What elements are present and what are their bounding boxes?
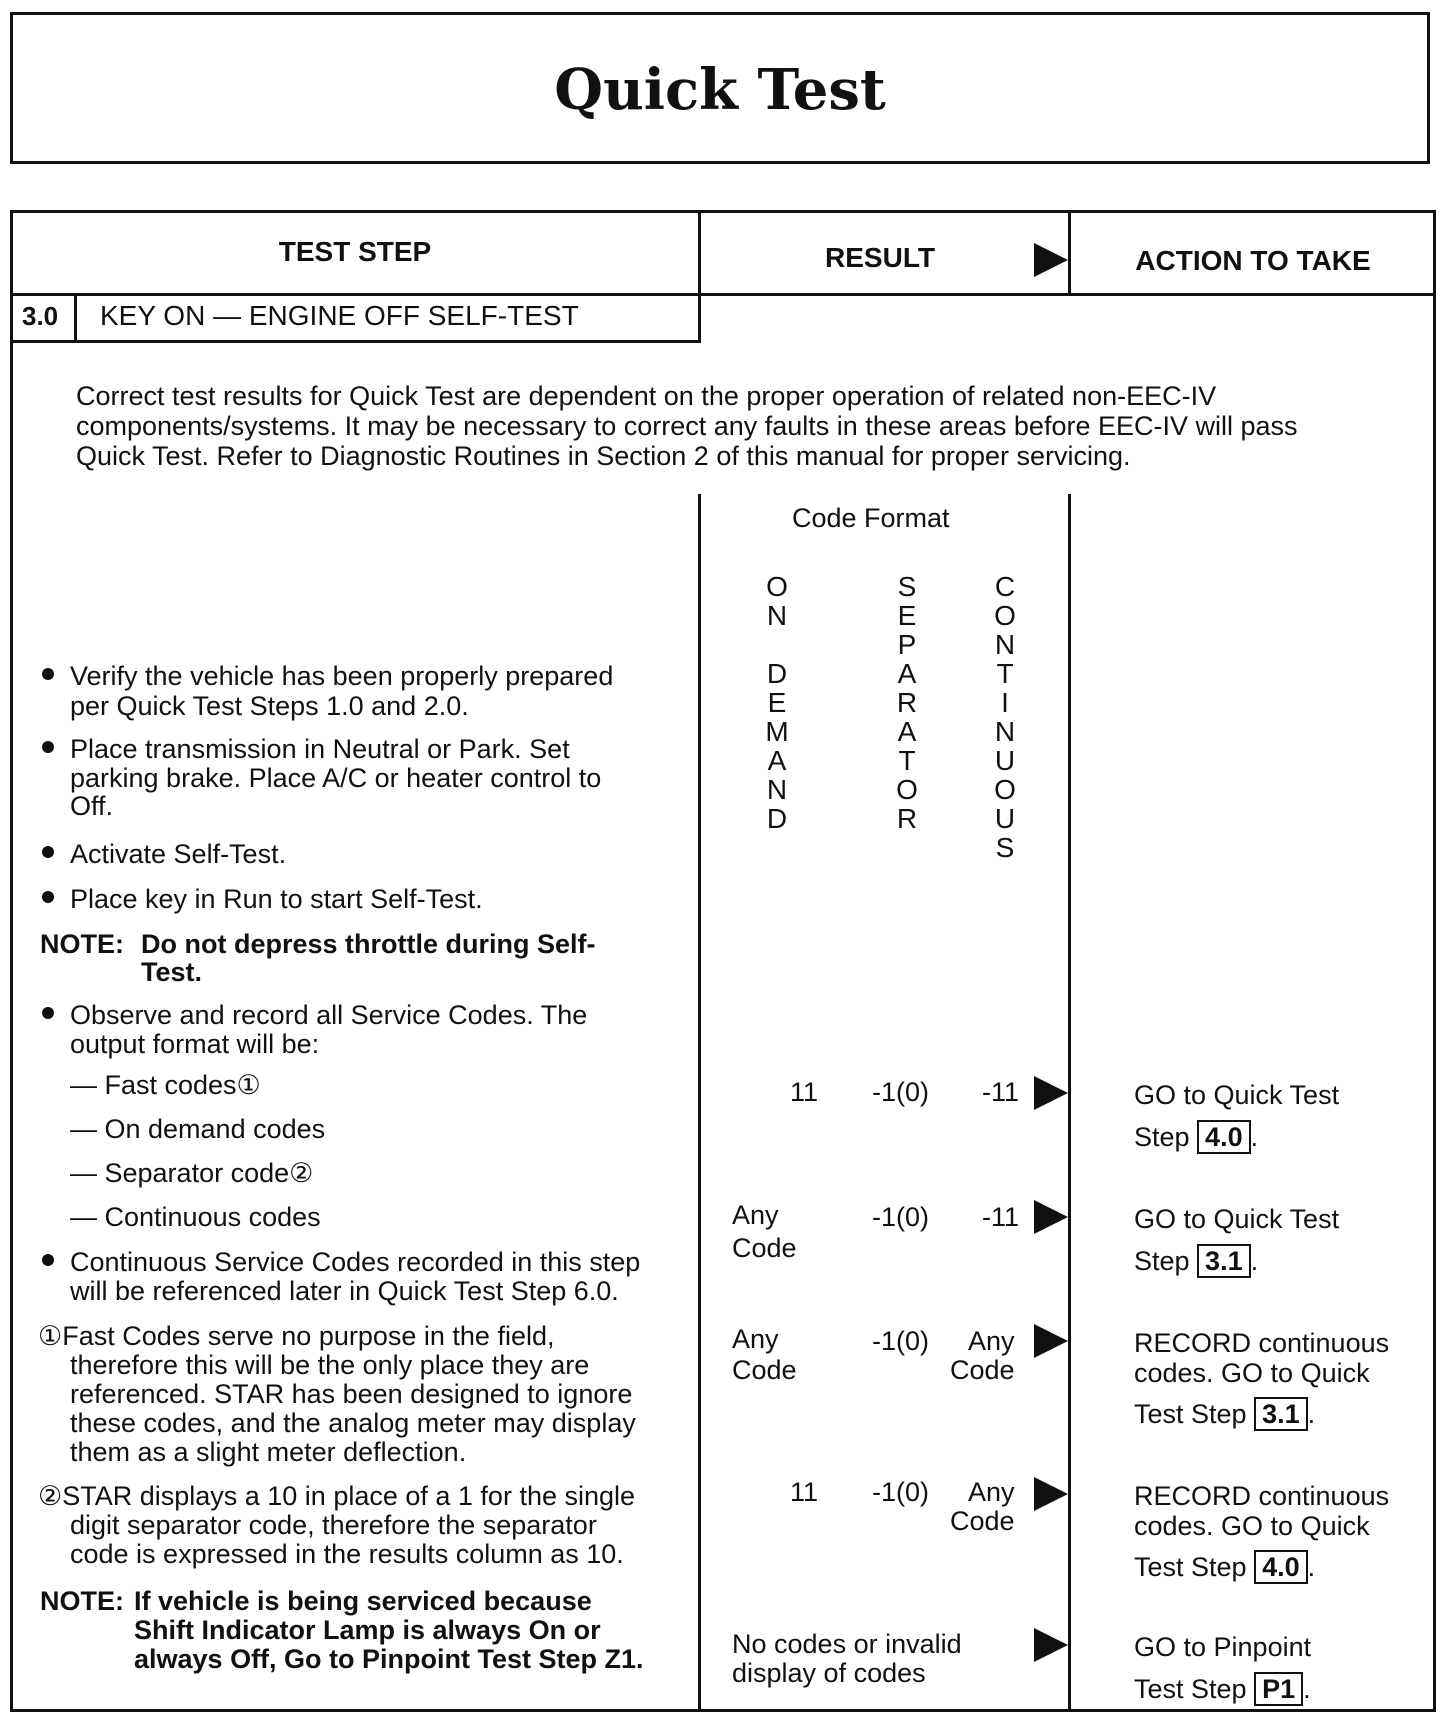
result-3-on-demand-line-1: Any — [732, 1324, 779, 1354]
code-format-letter: N — [994, 716, 1016, 747]
code-format-letter: D — [766, 658, 788, 689]
step-b5-line-2: output format will be: — [70, 1029, 320, 1059]
action-3-line-1: RECORD continuous — [1134, 1328, 1390, 1358]
result-4-on-demand: 11 — [790, 1477, 819, 1507]
action-2-line-2: Step 3.1 . — [1134, 1246, 1259, 1276]
step-box-right — [698, 293, 701, 343]
result-3-on-demand-line-2: Code — [732, 1355, 797, 1385]
result-1-on-demand: 11 — [790, 1077, 819, 1107]
footnote-1-line-3: referenced. STAR has been designed to ignore — [70, 1379, 633, 1409]
result-1-separator: -1(0) — [872, 1077, 930, 1107]
header-arrow-icon — [1034, 243, 1068, 277]
code-format-letter: A — [897, 716, 917, 747]
step-number-divider — [74, 293, 77, 343]
code-format-letter: U — [994, 745, 1016, 776]
step-ref-box: 3.1 — [1197, 1244, 1251, 1278]
result-3-continuous-line-1: Any — [968, 1326, 1015, 1356]
note2-line-1: If vehicle is being serviced because — [134, 1586, 592, 1616]
intro-line-3: Quick Test. Refer to Diagnostic Routines in Section 2 of this manual for proper servicing. — [76, 441, 1131, 471]
step-b5-line-1: Observe and record all Service Codes. The — [70, 1000, 588, 1030]
code-format-letter — [762, 630, 792, 659]
code-format-letter: R — [896, 687, 918, 718]
code-format-on-demand — [762, 572, 792, 833]
code-format-letter: O — [994, 774, 1016, 805]
footnote-2-line-1: ②STAR displays a 10 in place of a 1 for the single — [38, 1481, 636, 1511]
code-format-letter: S — [897, 571, 917, 602]
code-format-letter: O — [766, 571, 788, 602]
body-col-divider-1 — [698, 494, 701, 1712]
header-action: ACTION TO TAKE — [1135, 245, 1371, 276]
result-2-arrow-icon — [1034, 1200, 1068, 1234]
bullet-icon — [42, 846, 54, 858]
note1-label: NOTE: — [40, 929, 124, 959]
result-4-separator: -1(0) — [872, 1477, 930, 1507]
format-fast-codes: — Fast codes① — [70, 1070, 261, 1100]
footnote-1-line-1: ①Fast Codes serve no purpose in the field, — [38, 1321, 555, 1351]
code-format-letter: N — [766, 774, 788, 805]
code-format-letter: T — [898, 745, 916, 776]
code-format-letter: C — [994, 571, 1016, 602]
step-b4: Place key in Run to start Self-Test. — [70, 884, 483, 914]
step-b1-line-1: Verify the vehicle has been properly prepared — [70, 661, 614, 691]
code-format-letter: E — [897, 600, 917, 631]
result-3-separator: -1(0) — [872, 1326, 930, 1356]
bullet-icon — [42, 1254, 54, 1266]
step-ref-box: 4.0 — [1254, 1550, 1308, 1584]
result-4-arrow-icon — [1034, 1477, 1068, 1511]
code-format-separator — [892, 572, 922, 833]
bullet-icon — [42, 1007, 54, 1019]
format-on-demand-codes: — On demand codes — [70, 1114, 326, 1144]
step-number: 3.0 — [22, 301, 59, 331]
action-4-line-3: Test Step 4.0 . — [1134, 1552, 1316, 1582]
page-title: Quick Test — [554, 57, 886, 123]
code-format-letter: E — [767, 687, 787, 718]
code-format-label: Code Format — [792, 503, 950, 533]
action-1-line-2: Step 4.0 . — [1134, 1122, 1259, 1152]
step-ref-box: 3.1 — [1254, 1397, 1308, 1431]
code-format-letter: D — [766, 803, 788, 834]
result-4-continuous-line-1: Any — [968, 1477, 1015, 1507]
note2-label: NOTE: — [40, 1586, 124, 1616]
header-test-step: TEST STEP — [278, 236, 432, 267]
action-3-line-2: codes. GO to Quick — [1134, 1358, 1370, 1388]
footnote-2-line-3: code is expressed in the results column as 10. — [70, 1539, 624, 1569]
code-format-letter: A — [897, 658, 917, 689]
note2-line-2: Shift Indicator Lamp is always On or — [134, 1615, 601, 1645]
action-2-line-1: GO to Quick Test — [1134, 1204, 1340, 1234]
code-format-letter: S — [995, 832, 1015, 863]
code-format-letter: U — [994, 803, 1016, 834]
result-5-line-2: display of codes — [732, 1658, 926, 1688]
action-5-line-1: GO to Pinpoint — [1134, 1632, 1312, 1662]
result-2-continuous: -11 — [982, 1202, 1020, 1232]
bullet-icon — [42, 668, 54, 680]
result-5-line-1: No codes or invalid — [732, 1629, 962, 1659]
note1-line-2: Test. — [141, 957, 203, 987]
step-b3: Activate Self-Test. — [70, 839, 287, 869]
step-b2-line-2: parking brake. Place A/C or heater control to — [70, 763, 602, 793]
title-box — [10, 12, 1430, 164]
result-1-arrow-icon — [1034, 1076, 1068, 1110]
footnote-1-line-5: them as a slight meter deflection. — [70, 1437, 467, 1467]
code-format-letter: I — [1001, 687, 1009, 718]
step-b2-line-1: Place transmission in Neutral or Park. Set — [70, 734, 570, 764]
step-b6-line-1: Continuous Service Codes recorded in this step — [70, 1247, 641, 1277]
code-format-letter: P — [897, 629, 917, 660]
code-format-letter: O — [896, 774, 918, 805]
action-4-line-2: codes. GO to Quick — [1134, 1511, 1370, 1541]
action-5-line-2: Test Step P1 . — [1134, 1674, 1311, 1704]
intro-line-2: components/systems. It may be necessary to correct any faults in these areas before EEC-IV will pass — [76, 411, 1298, 441]
result-3-arrow-icon — [1034, 1324, 1068, 1358]
code-format-letter: N — [994, 629, 1016, 660]
result-2-separator: -1(0) — [872, 1202, 930, 1232]
code-format-letter: T — [996, 658, 1014, 689]
step-ref-box: 4.0 — [1197, 1120, 1251, 1154]
step-b2-line-3: Off. — [70, 791, 114, 821]
footnote-1-line-4: these codes, and the analog meter may display — [70, 1408, 636, 1438]
format-separator-code: — Separator code② — [70, 1158, 314, 1188]
code-format-letter: R — [896, 803, 918, 834]
header-divider — [10, 293, 1436, 296]
bullet-icon — [42, 741, 54, 753]
result-1-continuous: -11 — [982, 1077, 1020, 1107]
intro-line-1: Correct test results for Quick Test are dependent on the proper operation of related non-EEC-IV — [76, 381, 1217, 411]
code-format-letter: A — [767, 745, 787, 776]
code-format-letter: M — [765, 716, 789, 747]
note1-line-1: Do not depress throttle during Self- — [141, 929, 596, 959]
body-col-divider-2 — [1068, 494, 1071, 1712]
format-continuous-codes: — Continuous codes — [70, 1202, 321, 1232]
result-2-on-demand-line-1: Any — [732, 1200, 779, 1230]
result-4-continuous-line-2: Code — [950, 1506, 1015, 1536]
header-result: RESULT — [825, 242, 935, 273]
bullet-icon — [42, 891, 54, 903]
action-1-line-1: GO to Quick Test — [1134, 1080, 1340, 1110]
result-5-arrow-icon — [1034, 1628, 1068, 1662]
code-format-letter: O — [994, 600, 1016, 631]
footnote-1-line-2: therefore this will be the only place they are — [70, 1350, 590, 1380]
footnote-2-line-2: digit separator code, therefore the separator — [70, 1510, 597, 1540]
step-name: KEY ON — ENGINE OFF SELF-TEST — [100, 300, 579, 331]
action-3-line-3: Test Step 3.1 . — [1134, 1399, 1316, 1429]
code-format-letter: N — [766, 600, 788, 631]
code-format-continuous — [990, 572, 1020, 862]
result-2-on-demand-line-2: Code — [732, 1233, 797, 1263]
result-3-continuous-line-2: Code — [950, 1355, 1015, 1385]
action-4-line-1: RECORD continuous — [1134, 1481, 1390, 1511]
step-ref-box: P1 — [1254, 1672, 1303, 1706]
step-b6-line-2: will be referenced later in Quick Test Step 6.0. — [70, 1276, 619, 1306]
step-box-bottom — [10, 340, 701, 343]
step-b1-line-2: per Quick Test Steps 1.0 and 2.0. — [70, 691, 469, 721]
note2-line-3: always Off, Go to Pinpoint Test Step Z1. — [134, 1644, 644, 1674]
